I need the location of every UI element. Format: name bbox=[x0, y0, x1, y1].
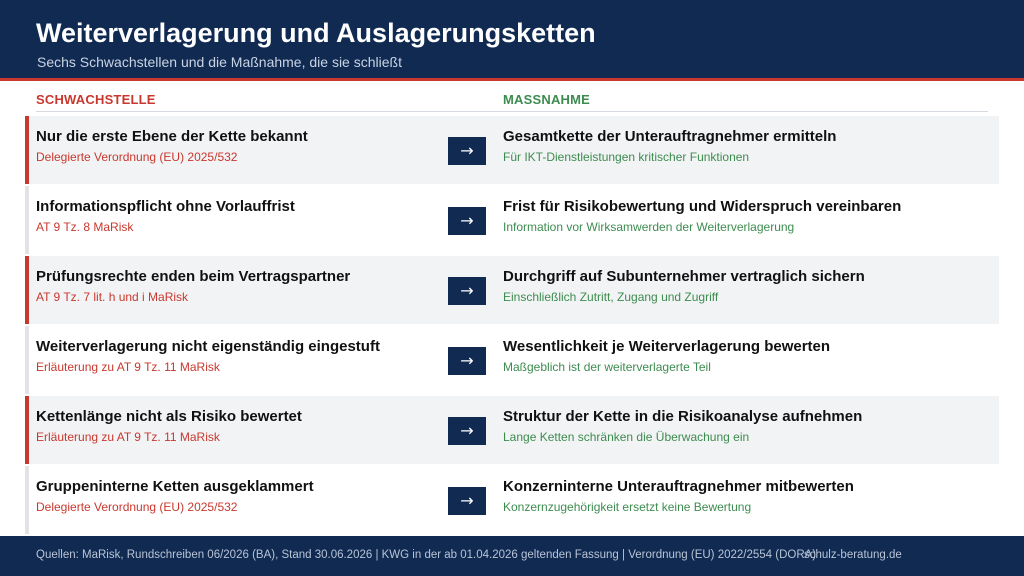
row-accent-bar bbox=[25, 186, 29, 254]
footer-bar bbox=[0, 536, 1024, 576]
arrow-right-icon: → bbox=[448, 207, 486, 235]
table-row bbox=[25, 396, 999, 464]
weakness-title: Gruppeninterne Ketten ausgeklammert bbox=[36, 478, 314, 495]
weakness-title: Nur die erste Ebene der Kette bekannt bbox=[36, 128, 308, 145]
page-title: Weiterverlagerung und Auslagerungsketten bbox=[36, 18, 596, 48]
weakness-title: Informationspflicht ohne Vorlauffrist bbox=[36, 198, 295, 215]
weakness-title: Prüfungsrechte enden beim Vertragspartner bbox=[36, 268, 351, 285]
column-header-weakness: SCHWACHSTELLE bbox=[36, 92, 156, 107]
row-accent-bar bbox=[25, 396, 29, 464]
measure-note: Lange Ketten schränken die Überwachung ein bbox=[503, 430, 750, 444]
row-accent-bar bbox=[25, 116, 29, 184]
arrow-right-icon: → bbox=[448, 347, 486, 375]
header-accent-line bbox=[0, 78, 1024, 81]
weakness-reference: AT 9 Tz. 7 lit. h und i MaRisk bbox=[36, 290, 189, 304]
row-accent-bar bbox=[25, 466, 29, 534]
table-row bbox=[25, 466, 999, 534]
measure-title: Durchgriff auf Subunternehmer vertraglich sichern bbox=[503, 268, 865, 285]
weakness-reference: Erläuterung zu AT 9 Tz. 11 MaRisk bbox=[36, 360, 220, 374]
measure-title: Frist für Risikobewertung und Widerspruch vereinbaren bbox=[503, 198, 902, 215]
measure-title: Konzerninterne Unterauftragnehmer mitbewerten bbox=[503, 478, 854, 495]
weakness-reference: Delegierte Verordnung (EU) 2025/532 bbox=[36, 500, 238, 514]
footer-website: schulz-beratung.de bbox=[804, 549, 902, 561]
row-accent-bar bbox=[25, 326, 29, 394]
weakness-title: Kettenlänge nicht als Risiko bewertet bbox=[36, 408, 302, 425]
arrow-right-icon: → bbox=[448, 137, 486, 165]
measure-title: Struktur der Kette in die Risikoanalyse aufnehmen bbox=[503, 408, 863, 425]
page-subtitle: Sechs Schwachstellen und die Maßnahme, die sie schließt bbox=[37, 54, 402, 70]
column-divider bbox=[36, 111, 988, 112]
measure-note: Für IKT-Dienstleistungen kritischer Funktionen bbox=[503, 150, 750, 164]
weakness-reference: AT 9 Tz. 8 MaRisk bbox=[36, 220, 134, 234]
footer-sources: Quellen: MaRisk, Rundschreiben 06/2026 (BA), Stand 30.06.2026 | KWG in der ab 01.04.2026 geltenden Fassung | Verordnung (EU) 2022/2554 (DORA) bbox=[36, 549, 817, 561]
table-row bbox=[25, 326, 999, 394]
column-header-measure: MASSNAHME bbox=[503, 92, 591, 107]
weakness-title: Weiterverlagerung nicht eigenständig eingestuft bbox=[36, 338, 380, 355]
measure-title: Gesamtkette der Unterauftragnehmer ermitteln bbox=[503, 128, 837, 145]
measure-note: Maßgeblich ist der weiterverlagerte Teil bbox=[503, 360, 711, 374]
weakness-reference: Delegierte Verordnung (EU) 2025/532 bbox=[36, 150, 238, 164]
measure-note: Konzernzugehörigkeit ersetzt keine Bewertung bbox=[503, 500, 752, 514]
table-row bbox=[25, 116, 999, 184]
measure-note: Information vor Wirksamwerden der Weiterverlagerung bbox=[503, 220, 795, 234]
table-row bbox=[25, 256, 999, 324]
arrow-right-icon: → bbox=[448, 417, 486, 445]
measure-title: Wesentlichkeit je Weiterverlagerung bewerten bbox=[503, 338, 831, 355]
table-row bbox=[25, 186, 999, 254]
arrow-right-icon: → bbox=[448, 277, 486, 305]
header-banner bbox=[0, 0, 1024, 78]
weakness-reference: Erläuterung zu AT 9 Tz. 11 MaRisk bbox=[36, 430, 220, 444]
row-accent-bar bbox=[25, 256, 29, 324]
measure-note: Einschließlich Zutritt, Zugang und Zugriff bbox=[503, 290, 719, 304]
arrow-right-icon: → bbox=[448, 487, 486, 515]
